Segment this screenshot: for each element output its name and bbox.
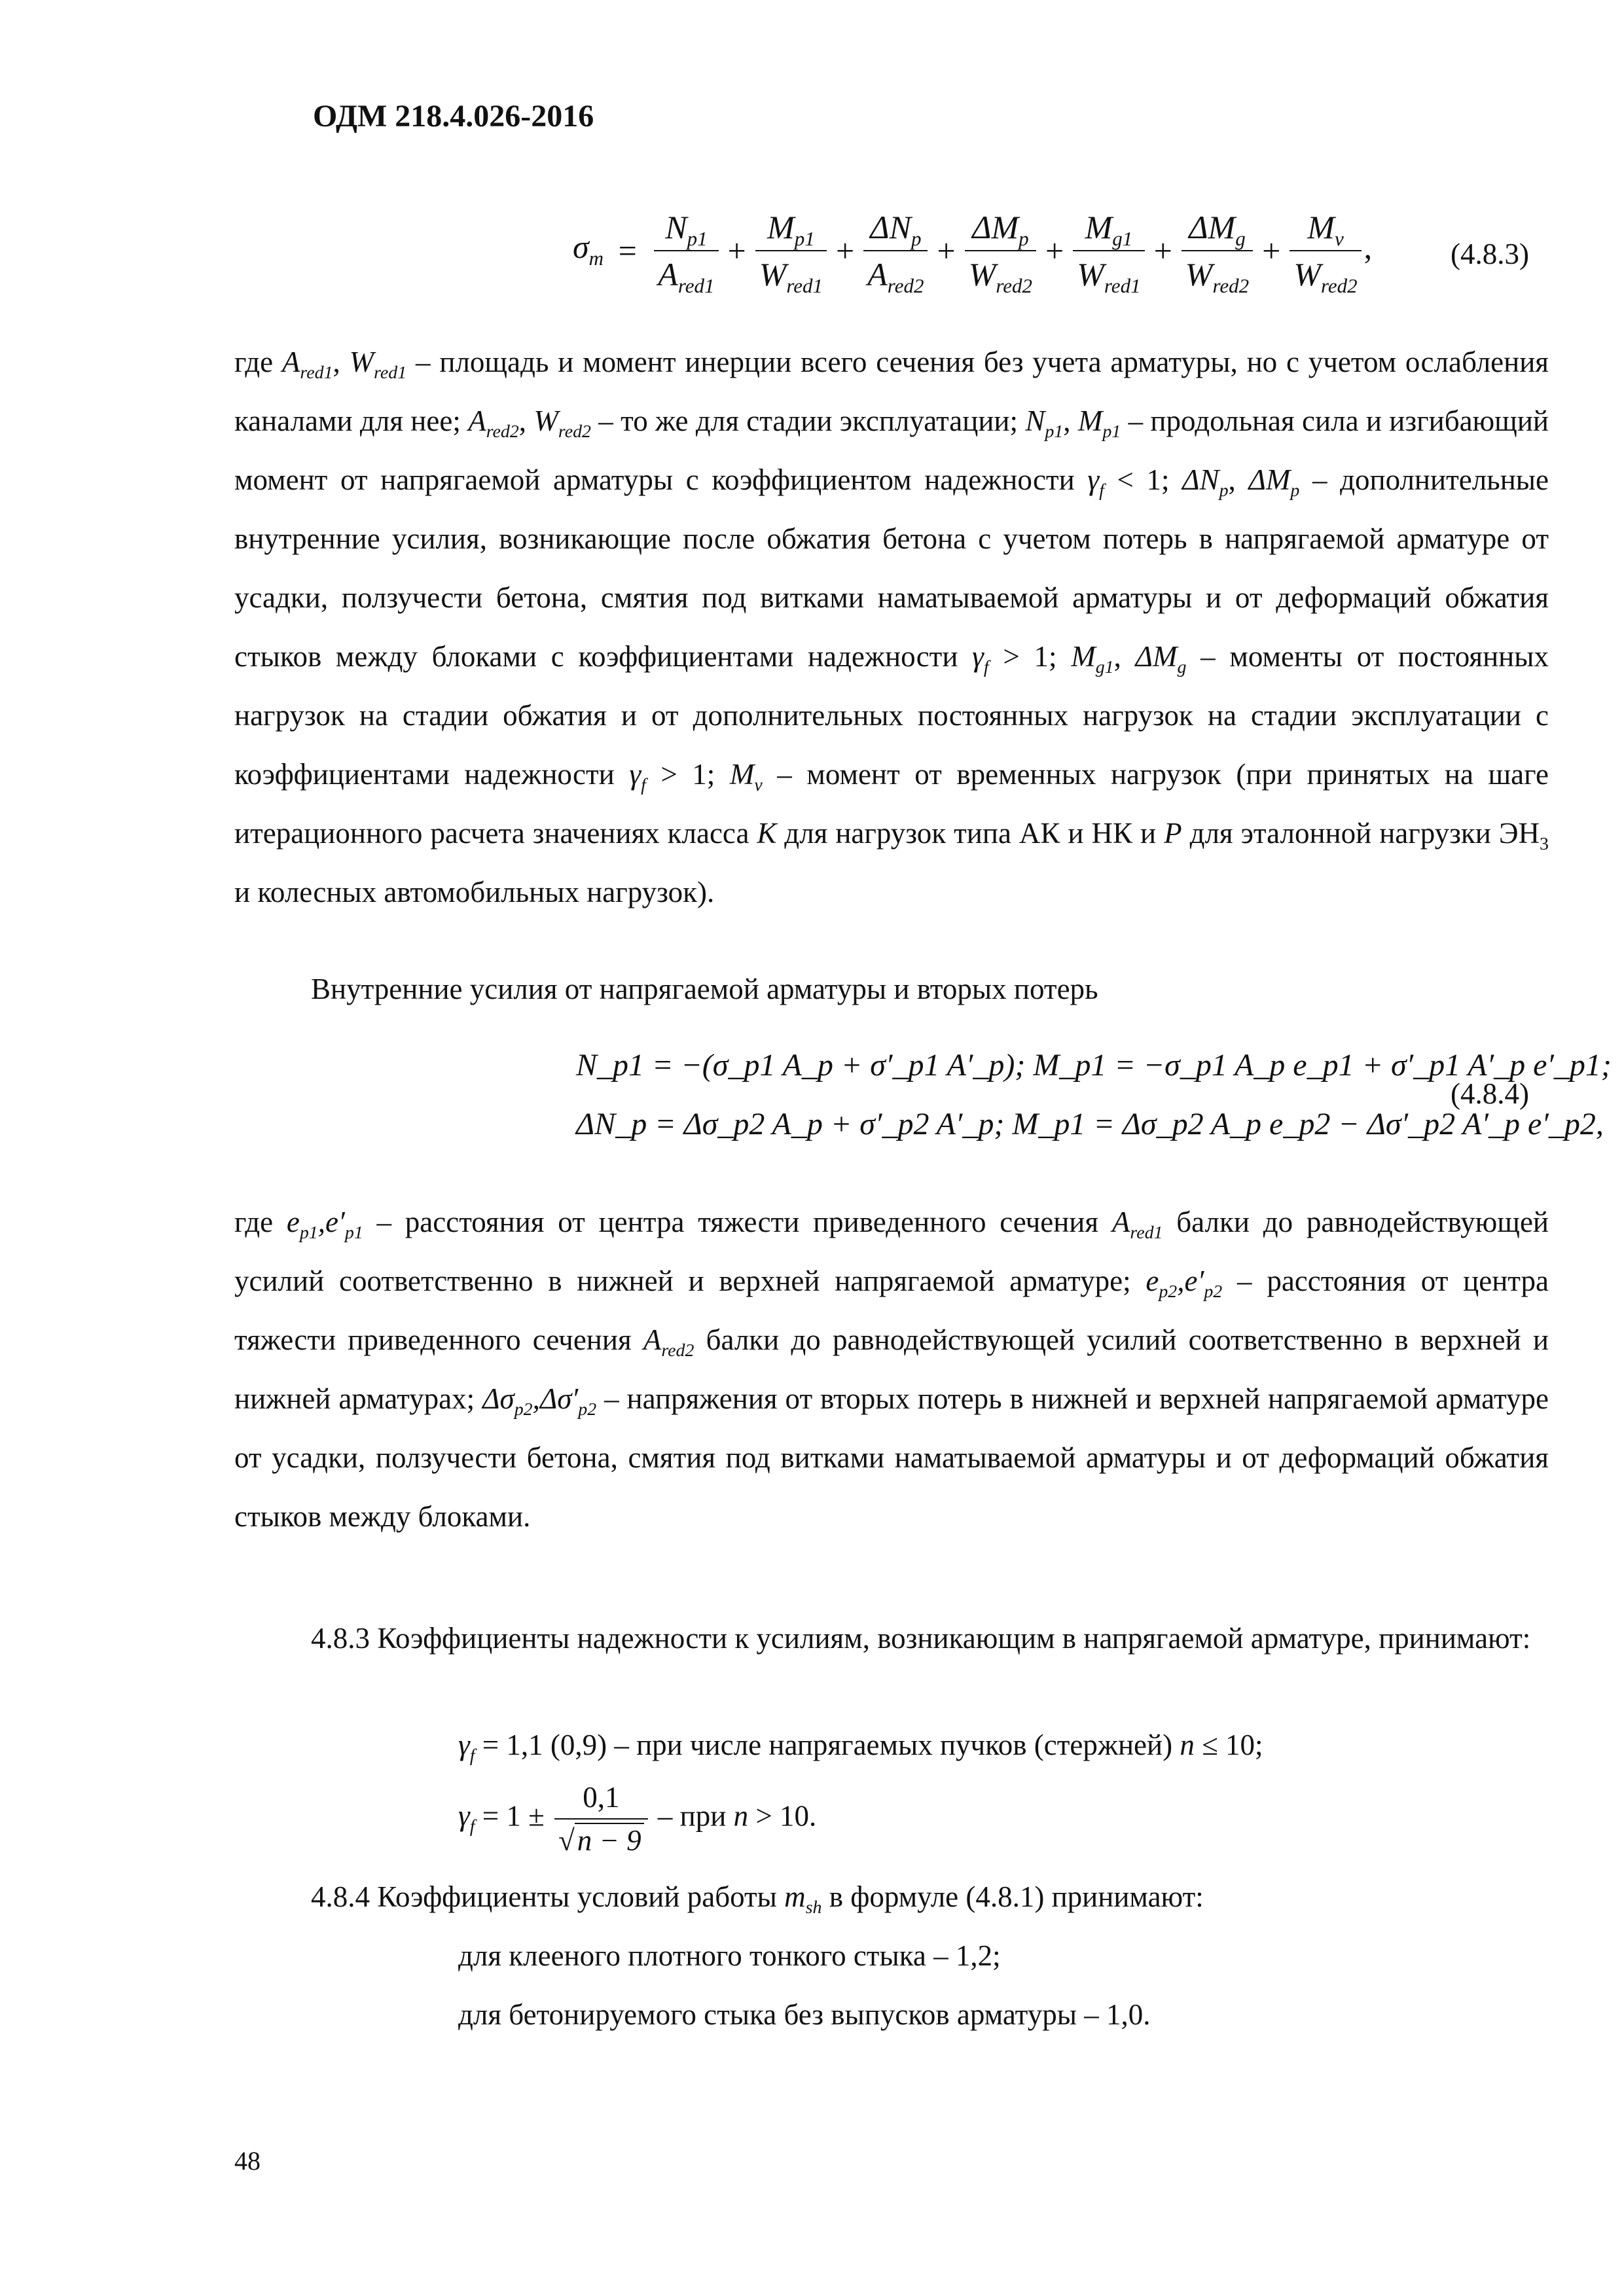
fraction-term: $\frac{\Delta N_p}{A_{red2}}$	[863, 208, 928, 293]
gamma-rule-1: $\gamma_f = 1,1$ (0,9) – при числе напрягаемых пучков (стержней) n ≤ 10;	[458, 1729, 1263, 1766]
list-item: для бетонируемого стыка без выпусков арматуры – 1,0.	[458, 1998, 1151, 2031]
paragraph-4-8-4: 4.8.4 Коэффициенты условий работы $m_{sh}$ в формуле (4.8.1) принимают:	[311, 1880, 1204, 1918]
list-item: для клееного плотного тонкого стыка – 1,2;	[458, 1939, 1001, 1972]
equation-number-4-8-3: (4.8.3)	[1451, 238, 1529, 270]
sigma-m: $\sigma_m$	[573, 228, 604, 270]
fraction-term: $\frac{\Delta M_g}{W_{red2}}$	[1182, 208, 1253, 293]
equation-number-4-8-4: (4.8.4)	[1451, 1077, 1529, 1110]
sqrt-icon: √	[558, 1824, 575, 1857]
fraction-0-1-over-sqrt: $\frac{0,1}{√n - 9}$	[554, 1780, 648, 1857]
fraction-term: $\frac{M_{p1}}{W_{red1}}$	[755, 208, 827, 293]
paragraph-internal-forces: Внутренние усилия от напрягаемой арматуры и вторых потерь	[311, 973, 1098, 1005]
paragraph-4-8-3: 4.8.3 Коэффициенты надежности к усилиям, возникающим в напрягаемой арматуре, принимают:	[311, 1622, 1531, 1655]
formula-4-8-3: $\sigma_m$ = $\frac{N_{p1}}{A_{red1}}$ + $\frac{M_{p1}}{W_{red1}}$ + $\frac{\Delta N_p}{A_{red2}}$ + $\frac{\Delta M_p}{W_{red2}}$ + $\frac{M_{g1}}{W_{red1}}$ + $\frac{\Delta M_g}{W_{red2}}$ + $\frac{M_v}{W_{red2}}$ ,	[573, 209, 1373, 297]
fraction-term: $\frac{M_v}{W_{red2}}$	[1290, 208, 1361, 293]
document-header: ОДМ 218.4.026-2016	[313, 99, 594, 134]
formula-line-text: N_p1 = −(σ_p1 A_p + σ′_p1 A′_p); M_p1 = −σ_p1 A_p e_p1 + σ′_p1 A′_p e′_p1;	[576, 1048, 1612, 1083]
gamma-rule-2: $\gamma_f = 1$ ± $\frac{0,1}{√n - 9}$ – при n > 10.	[458, 1781, 817, 1857]
formula-4-8-4-line2	[576, 1106, 1604, 1142]
fraction-term: $\frac{N_{p1}}{A_{red1}}$	[654, 208, 718, 293]
formula-line-text: ΔN_p = Δσ_p2 A_p + σ′_p2 A′_p; M_p1 = Δσ_p2 A_p e_p2 − Δσ′_p2 A′_p e′_p2,	[576, 1107, 1604, 1141]
paragraph-distances: где $e_{p1},e'_{p1}$ – расстояния от центра тяжести приведенного сечения $A_{red1}$ балки до равнодействующей усилий соответственно в нижней и верхней напрягаемой арматуре; $e_{p2},e'_{p2}$ – расстояния от центра тяжести приведенного сечения $A_{red2}$ балки до равнодействующей усилий соответственно в верхней и нижней арматурах; $\Delta\sigma_{p2},\Delta\sigma'_{p2}$ – напряжения от вторых потерь в нижней и верхней напрягаемой арматуре от усадки, ползучести бетона, смятия под витками наматываемой арматуры и от деформаций обжатия стыков между блоками.	[234, 1206, 1549, 1533]
fraction-term: $\frac{M_{g1}}{W_{red1}}$	[1073, 208, 1144, 293]
page-number: 48	[234, 2146, 261, 2176]
paragraph-definitions: где $A_{red1}$, $W_{red1}$ – площадь и момент инерции всего сечения без учета арматуры, но с учетом ослабления каналами для нее; $A_{red2}$, $W_{red2}$ – то же для стадии эксплуатации; $N_{p1}$, $M_{p1}$ – продольная сила и изгибающий момент от напрягаемой арматуры с коэффициентом надежности $\gamma_f < 1$; $\Delta N_p$, $\Delta M_p$ – дополнительные внутренние усилия, возникающие после обжатия бетона с учетом потерь в напрягаемой арматуре от усадки, ползучести бетона, смятия под витками наматываемой арматуры и от деформаций обжатия стыков между блоками с коэффициентами надежности $\gamma_f > 1$; $M_{g1}$, $\Delta M_g$ – моменты от постоянных нагрузок на стадии обжатия и от дополнительных постоянных нагрузок на стадии эксплуатации с коэффициентами надежности $\gamma_f > 1$; $M_v$ – момент от временных нагрузок (при принятых на шаге итерационного расчета значениях класса К для нагрузок типа АК и НК и Р для эталонной нагрузки $ЭН_3$ и колесных автомобильных нагрузок).	[234, 346, 1549, 908]
fraction-term: $\frac{\Delta M_p}{W_{red2}}$	[965, 208, 1036, 293]
